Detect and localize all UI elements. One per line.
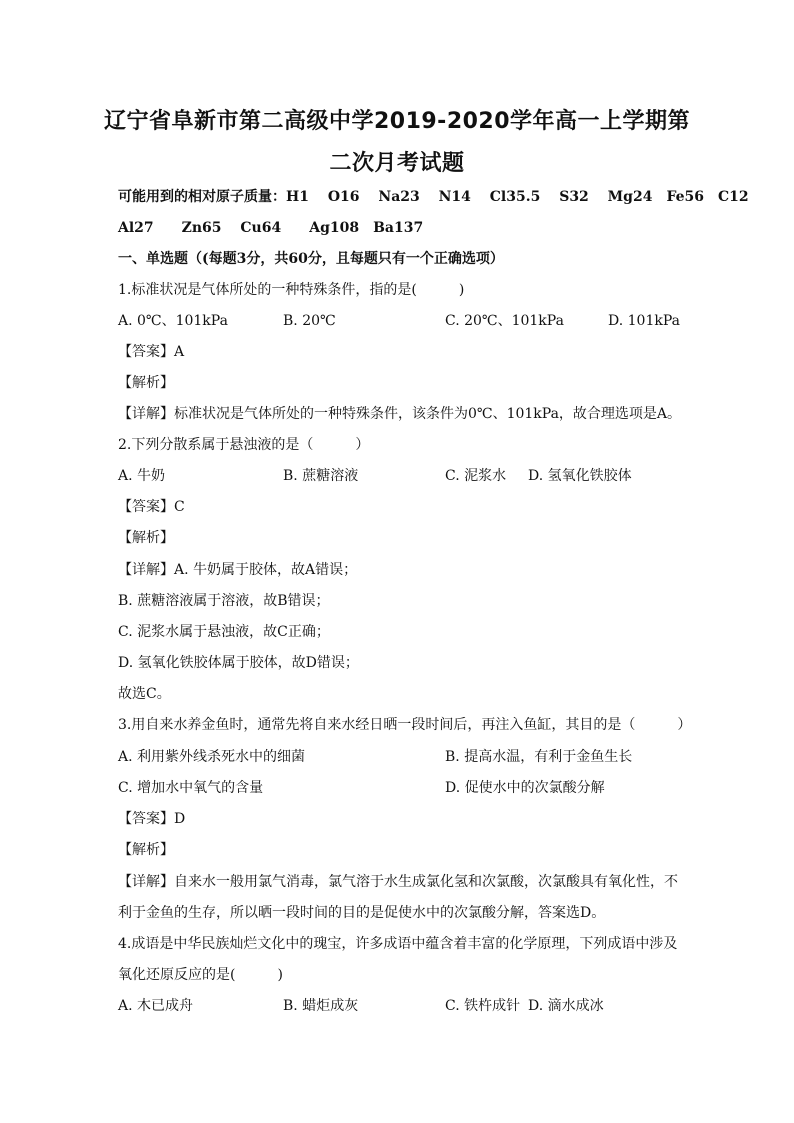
q4-option-a: A. 木已成舟	[118, 998, 194, 1014]
q3-stem: 3.用自来水养金鱼时，通常先将自来水经日晒一段时间后，再注入鱼缸，其目的是（ ）	[118, 717, 692, 733]
q2-option-d: D. 氢氧化铁胶体	[528, 468, 632, 484]
q4-stem-line: 4.成语是中华民族灿烂文化中的瑰宝，许多成语中蕴含着丰富的化学原理，下列成语中涉及	[118, 936, 678, 952]
q3-analysis: 【解析】	[118, 842, 174, 858]
q4-option-c: C. 铁杵成针	[445, 998, 521, 1014]
q2-option-c: C. 泥浆水	[445, 468, 507, 484]
q3-option-c: C. 增加水中氧气的含量	[118, 780, 264, 796]
atomic-mass-line2: Al27 Zn65 Cu64 Ag108 Ba137	[118, 220, 424, 236]
q2-detail-line: C. 泥浆水属于悬浊液，故C正确；	[118, 624, 330, 640]
section-heading: 一、单选题（(每题3分，共60分，且每题只有一个正确选项）	[118, 251, 504, 267]
q1-analysis: 【解析】	[118, 375, 174, 391]
q1-stem: 1.标准状况是气体所处的一种特殊条件，指的是( )	[118, 282, 465, 298]
q2-detail-line: 【详解】A. 牛奶属于胶体，故A错误；	[118, 562, 358, 578]
page-title: 辽宁省阜新市第二高级中学2019-2020学年高一上学期第	[103, 109, 691, 134]
q3-detail-line: 利于金鱼的生存，所以晒一段时间的目的是促使水中的次氯酸分解，答案选D。	[118, 905, 606, 921]
q4-stem-line: 氧化还原反应的是( )	[118, 967, 283, 983]
q1-option-c: C. 20℃、101kPa	[445, 313, 564, 329]
q2-option-a: A. 牛奶	[118, 468, 166, 484]
q3-detail-line: 【详解】自来水一般用氯气消毒，氯气溶于水生成氯化氢和次氯酸，次氯酸具有氧化性，不	[118, 874, 678, 890]
q3-option-b: B. 提高水温，有利于金鱼生长	[445, 749, 633, 765]
q3-answer: 【答案】D	[118, 811, 186, 827]
q2-answer: 【答案】C	[118, 499, 185, 515]
page-title-line2: 二次月考试题	[329, 151, 465, 176]
q3-option-d: D. 促使水中的次氯酸分解	[445, 780, 605, 796]
q2-detail-line: D. 氢氧化铁胶体属于胶体，故D错误；	[118, 655, 359, 671]
q1-option-d: D. 101kPa	[608, 313, 680, 329]
q2-detail-line: 故选C。	[118, 686, 171, 702]
q1-option-b: B. 20℃	[283, 313, 336, 329]
q1-answer: 【答案】A	[118, 344, 185, 360]
q2-option-b: B. 蔗糖溶液	[283, 468, 359, 484]
q3-option-a: A. 利用紫外线杀死水中的细菌	[118, 749, 306, 765]
q2-detail-line: B. 蔗糖溶液属于溶液，故B错误；	[118, 593, 330, 609]
q4-option-b: B. 蜡炬成灰	[283, 998, 359, 1014]
q1-detail: 【详解】标准状况是气体所处的一种特殊条件，该条件为0℃、101kPa，故合理选项是A。	[118, 406, 682, 422]
q4-option-d: D. 滴水成冰	[528, 998, 604, 1014]
q2-analysis: 【解析】	[118, 530, 174, 546]
q2-stem: 2.下列分散系属于悬浊液的是（ ）	[118, 437, 370, 453]
q1-option-a: A. 0℃、101kPa	[118, 313, 228, 329]
atomic-mass-line1: 可能用到的相对原子质量：H1 O16 Na23 N14 Cl35.5 S32 Mg24 Fe56 C12	[118, 189, 749, 205]
